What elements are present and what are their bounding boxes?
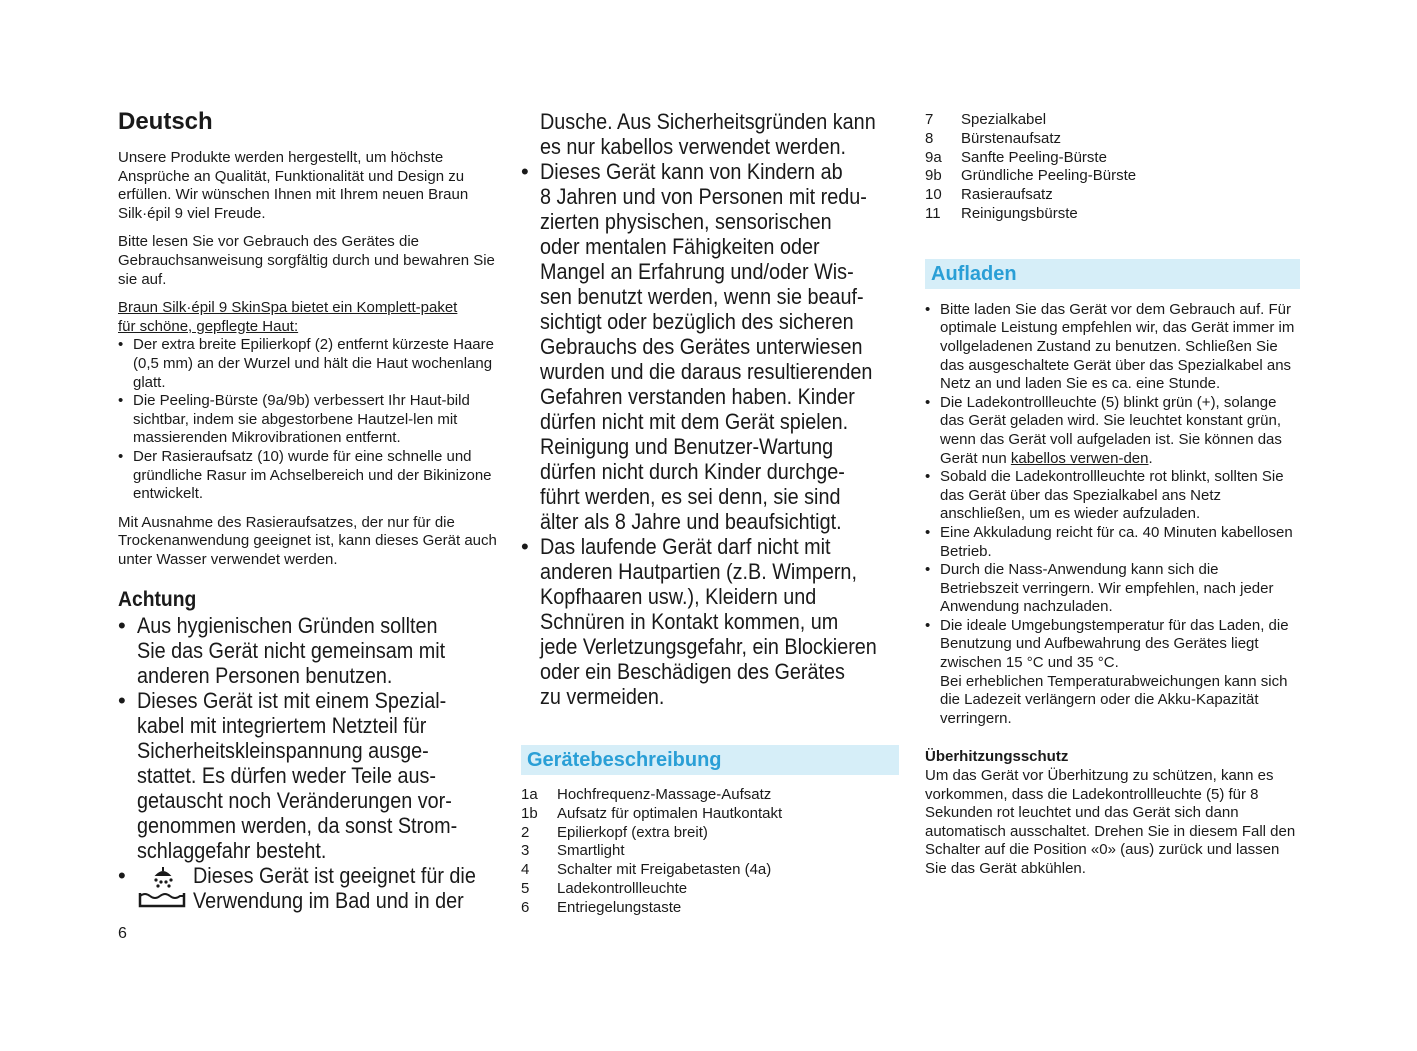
text-line: Gefahren verstanden haben. Kinder (540, 384, 855, 409)
part-row (925, 167, 1300, 186)
warning-item-1 (118, 613, 500, 688)
intro-paragraph-2: Bitte lesen Sie vor Gebrauch des Gerätes die Gebrauchsanweisung sorgfältig durch und bewahren Sie sie auf. (118, 233, 495, 288)
section-heading-device: Gerätebeschreibung (521, 745, 899, 775)
charging-item: • Durch die Nass-Anwendung kann sich die Betriebszeit verringern. Wir empfehlen, nach jeder Anwendung nachzuladen. (925, 561, 1300, 617)
column-middle (521, 109, 899, 918)
part-label: Reinigungsbürste (961, 204, 1078, 222)
part-label: Bürstenaufsatz (961, 129, 1062, 147)
text-line: schlaggefahr besteht. (137, 838, 327, 864)
warning-list (118, 613, 500, 913)
bath-row (137, 863, 500, 913)
overheat-paragraph: Um das Gerät vor Überhitzung zu schützen, kann es vorkommen, dass die Ladekontrollleuchte (5) für 8 Sekunden rot leuchtet und das Gerät sich dann automatisch ausschaltet. Drehen Sie in diesem Fall den Schalter auf die Position «0» (aus) zurück und lassen Sie das Gerät abkühlen. (925, 767, 1296, 877)
charging-item: • Eine Akkuladung reicht für ca. 40 Minuten kabellosen Betrieb. (925, 524, 1300, 561)
text-line: zierten physischen, sensorischen (540, 209, 832, 234)
charging-item (925, 394, 1300, 468)
text-line: getauscht noch Veränderungen vor- (137, 788, 452, 814)
text-line: Sicherheitskleinspannung ausge- (137, 738, 429, 764)
part-row (521, 805, 899, 824)
text-line: sen benutzt werden, wenn sie beauf- (540, 284, 864, 309)
part-row (925, 205, 1300, 224)
text-line: • Dieses Gerät ist geeignet für die (193, 863, 476, 889)
column-left (118, 108, 500, 913)
text-line: jede Verletzungsgefahr, ein Blockieren (540, 634, 877, 659)
part-label: Entriegelungstaste (557, 898, 682, 916)
text-line: es nur kabellos verwendet werden. (540, 134, 846, 159)
part-number: 3 (521, 842, 530, 860)
part-label: Smartlight (557, 842, 625, 860)
part-number: 2 (521, 823, 530, 841)
part-label: Gründliche Peeling-Bürste (961, 167, 1137, 185)
text-line: Sie das Gerät nicht gemeinsam mit (137, 638, 446, 664)
part-number: 9a (925, 148, 942, 166)
part-row (521, 880, 899, 899)
feature-list (118, 336, 500, 503)
part-row (521, 861, 899, 880)
text-line: 8 Jahren und von Personen mit redu- (540, 184, 867, 209)
intro-paragraph-1: Unsere Produkte werden hergestellt, um höchste Ansprüche an Qualität, Funktionalität und Design zu erfüllen. Wir wünschen Ihnen mit Ihrem neuen Braun Silk·épil 9 viel Freude. (118, 149, 469, 222)
text-line: zu vermeiden. (540, 684, 665, 709)
warning-item-3 (118, 863, 500, 913)
charging-item: • Sobald die Ladekontrollleuchte rot blinkt, sollten Sie das Gerät über das Spezialkabel ans Netz anschließen, um es wieder aufzuladen. (925, 468, 1300, 524)
text-line: anderen Personen benutzen. (137, 663, 393, 689)
charging-text: Bei erheblichen Temperaturabweichungen kann sich die Ladezeit verlängern oder die Akku-Kapazität verringern. (940, 672, 1288, 727)
warning-item-5 (521, 534, 899, 709)
part-number: 10 (925, 186, 942, 204)
charging-item: • Bitte laden Sie das Gerät vor dem Gebrauch auf. Für optimale Leistung empfehlen wir, das Gerät immer im vollgeladenen Zustand zu benutzen. Schließen Sie das ausgeschaltete Gerät über das Spezialkabel ans Netz an und laden Sie es ca. eine Stunde. (925, 301, 1300, 394)
warning-item-4 (521, 159, 899, 534)
warning-item-3-continued (540, 109, 899, 159)
text-line: oder ein Beschädigen des Gerätes (540, 659, 845, 684)
bath-shower-icon (137, 863, 187, 909)
part-label: Hochfrequenz-Massage-Aufsatz (557, 786, 772, 803)
part-row (925, 149, 1300, 168)
part-row (925, 111, 1300, 130)
text-line: genommen werden, da sonst Strom- (137, 813, 458, 839)
feature-item: • Die Peeling-Bürste (9a/9b) verbessert Ihr Haut-bild sichtbar, indem sie abgestorbene Hautzel-len mit massierenden Mikrovibrationen entfernt. (118, 392, 500, 448)
part-number: 9b (925, 167, 942, 185)
text-line: Gebrauchs des Gerätes unterwiesen (540, 334, 863, 359)
part-row (521, 899, 899, 918)
text-line: sichtigt oder bezüglich des sicheren (540, 309, 854, 334)
text-line: • Dieses Gerät kann von Kindern ab (540, 159, 843, 184)
part-label: Epilierkopf (extra breit) (557, 823, 708, 841)
page-title: Deutsch (118, 108, 213, 135)
page-number: 6 (118, 925, 127, 942)
parts-list-continued (925, 111, 1300, 224)
part-number: 5 (521, 879, 530, 897)
feature-heading: Braun Silk·épil 9 SkinSpa bietet ein Komplett-paket für schöne, gepflegte Haut: (118, 299, 458, 335)
part-number: 7 (925, 111, 934, 128)
part-row (521, 842, 899, 861)
bath-text (193, 863, 507, 913)
text-line: Verwendung im Bad und in der (193, 888, 464, 914)
charging-item (925, 617, 1300, 729)
text-line: stattet. Es dürfen weder Teile aus- (137, 763, 436, 789)
part-number: 11 (925, 204, 941, 222)
text-line: Reinigung und Benutzer-Wartung (540, 434, 834, 459)
parts-list (521, 786, 899, 918)
overheat-heading: Überhitzungsschutz (925, 748, 1069, 766)
text-line: • Aus hygienischen Gründen sollten (137, 613, 438, 639)
text-line: • Dieses Gerät ist mit einem Spezial- (137, 688, 447, 714)
text-line: führt werden, es sei denn, sie sind (540, 484, 841, 509)
part-label: Ladekontrollleuchte (557, 879, 688, 897)
text-line: anderen Hautpartien (z.B. Wimpern, (540, 559, 857, 584)
warning-item-2 (118, 688, 500, 863)
section-heading-charging: Aufladen (925, 259, 1300, 289)
part-row (521, 824, 899, 843)
warning-list-continued (521, 159, 899, 709)
part-row (925, 130, 1300, 149)
column-right (925, 111, 1300, 889)
text-line: älter als 8 Jahre und beaufsichtigt. (540, 509, 842, 534)
part-row (521, 786, 899, 805)
part-number: 8 (925, 129, 934, 147)
cordless-link-text: kabellos verwen-den (1010, 449, 1149, 467)
text-line: • Das laufende Gerät darf nicht mit (540, 534, 831, 559)
charging-text: • Die ideale Umgebungstemperatur für das Laden, die Benutzung und Aufbewahrung des Gerätes liegt zwischen 15 °C und 35 °C. (940, 616, 1289, 672)
text-line: kabel mit integriertem Netzteil für (137, 713, 427, 739)
text-line: dürfen nicht durch Kinder durchge- (540, 459, 845, 484)
part-label: Spezialkabel (961, 111, 1047, 128)
part-label: Aufsatz für optimalen Hautkontakt (557, 804, 783, 822)
charging-text: . (1148, 449, 1153, 467)
part-label: Schalter mit Freigabetasten (4a) (557, 861, 772, 879)
text-line: oder mentalen Fähigkeiten oder (540, 234, 820, 259)
intro-paragraph-3: Mit Ausnahme des Rasieraufsatzes, der nur für die Trockenanwendung geeignet ist, kann dieses Gerät auch unter Wasser verwendet werden. (118, 513, 497, 568)
part-row (925, 186, 1300, 205)
part-number: 6 (521, 898, 530, 916)
warning-heading: Achtung (118, 588, 197, 612)
charging-list (925, 301, 1300, 729)
text-line: dürfen nicht mit dem Gerät spielen. (540, 409, 849, 434)
feature-item: • Der Rasieraufsatz (10) wurde für eine schnelle und gründliche Rasur im Achselbereich und der Bikinizone entwickelt. (118, 448, 500, 504)
text-line: Mangel an Erfahrung und/oder Wis- (540, 259, 854, 284)
part-label: Rasieraufsatz (961, 186, 1053, 204)
text-line: Kopfhaaren usw.), Kleidern und (540, 584, 817, 609)
text-line: wurden und die daraus resultierenden (540, 359, 873, 384)
part-number: 4 (521, 861, 530, 879)
text-line: Dusche. Aus Sicherheitsgründen kann (540, 109, 876, 134)
part-number: 1b (521, 804, 538, 822)
text-line: Schnüren in Kontakt kommen, um (540, 609, 839, 634)
charging-text: Die Ladekontrollleuchte (5) blinkt grün (+), solange das Gerät geladen wird. Sie leuchtet konstant grün, wenn das Gerät voll aufgeladen ist. Sie können das Gerät nun (940, 393, 1282, 467)
part-number: 1a (521, 786, 538, 803)
feature-item: • Der extra breite Epilierkopf (2) entfernt kürzeste Haare (0,5 mm) an der Wurzel und hält die Haut wochenlang glatt. (118, 336, 500, 392)
part-label: Sanfte Peeling-Bürste (961, 148, 1107, 166)
